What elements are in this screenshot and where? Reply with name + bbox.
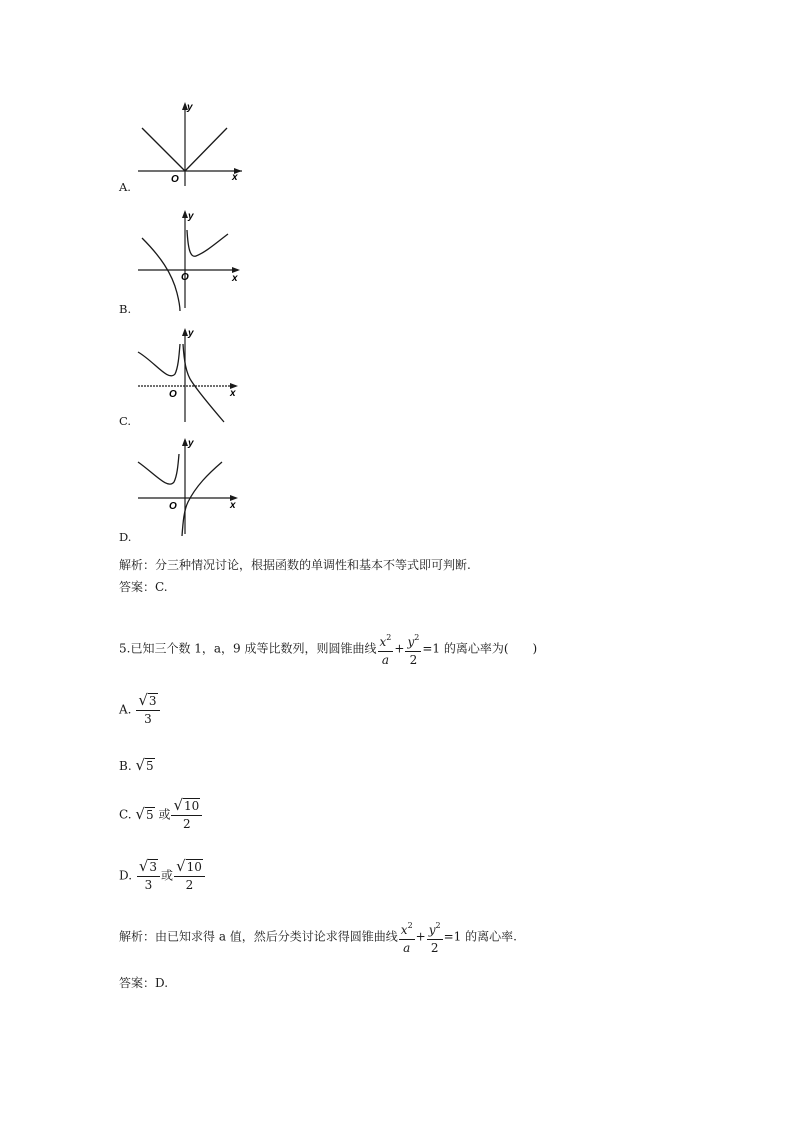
y-axis-label: y [187, 102, 193, 113]
q5-analysis-prefix: 解析：由已知求得 a 值，然后分类讨论求得圆锥曲线 [119, 929, 398, 944]
sqrt-5: √5 [135, 804, 154, 823]
option-label: B. [119, 759, 132, 773]
graph-option-a [130, 98, 250, 188]
option-a-label: A. [119, 180, 131, 194]
q4-answer: 答案：C. [119, 580, 168, 594]
q5-stem-prefix: 5.已知三个数 1，a，9 成等比数列，则圆锥曲线 [119, 641, 377, 656]
option-label: A. [119, 702, 132, 717]
x-axis-label: x [230, 388, 236, 399]
y-axis-label: y [188, 438, 194, 449]
or-word: 或 [158, 807, 171, 822]
q5-analysis [119, 918, 517, 956]
q4-analysis: 解析：分三种情况讨论，根据函数的单调性和基本不等式即可判断. [119, 558, 471, 572]
x-axis-label: x [230, 500, 236, 511]
graph-option-b [130, 208, 250, 313]
option-b-label: B. [119, 302, 132, 316]
origin-label: O [171, 174, 179, 185]
fraction-x2-over-a: $\frac{x^2}{a}$ [378, 630, 394, 668]
origin-label: O [169, 389, 177, 400]
or-word: 或 [161, 868, 174, 883]
q5-stem [119, 630, 537, 668]
q5-option-a [119, 693, 161, 727]
option-c-label: C. [119, 414, 132, 428]
option-d-label: D. [119, 530, 132, 544]
graph-option-d [130, 434, 250, 539]
fraction-sqrt10-over-2: $\frac{√10}{2}$ [171, 798, 202, 832]
option-label: C. [119, 807, 132, 822]
y-axis-label: y [188, 328, 194, 339]
q5-option-d [119, 859, 206, 893]
q5-answer: 答案：D. [119, 976, 169, 990]
fraction-y2-over-2: $\frac{y^2}{2}$ [427, 918, 443, 956]
plus-sign: + [415, 929, 426, 944]
fraction-x2-over-a: $\frac{x^2}{a}$ [399, 918, 415, 956]
q5-option-c [119, 798, 203, 832]
fraction-sqrt3-over-3: $\frac{√3}{3}$ [136, 693, 159, 727]
y-axis-label: y [188, 211, 194, 222]
origin-label: O [169, 501, 177, 512]
q5-analysis-suffix: =1 的离心率. [443, 929, 517, 944]
fraction-y2-over-2: $\frac{y^2}{2}$ [405, 630, 421, 668]
option-label: D. [119, 868, 133, 883]
fraction-sqrt3-over-3: $\frac{√3}{3}$ [137, 859, 160, 893]
graph-option-c [130, 322, 250, 427]
q5-option-b [119, 756, 155, 775]
fraction-sqrt10-over-2: $\frac{√10}{2}$ [174, 859, 205, 893]
x-axis-label: x [232, 172, 238, 183]
plus-sign: + [394, 641, 405, 656]
sqrt-5: √5 [135, 756, 154, 774]
q5-stem-suffix: =1 的离心率为( ) [422, 641, 538, 656]
origin-label: O [181, 272, 189, 283]
x-axis-label: x [232, 273, 238, 284]
